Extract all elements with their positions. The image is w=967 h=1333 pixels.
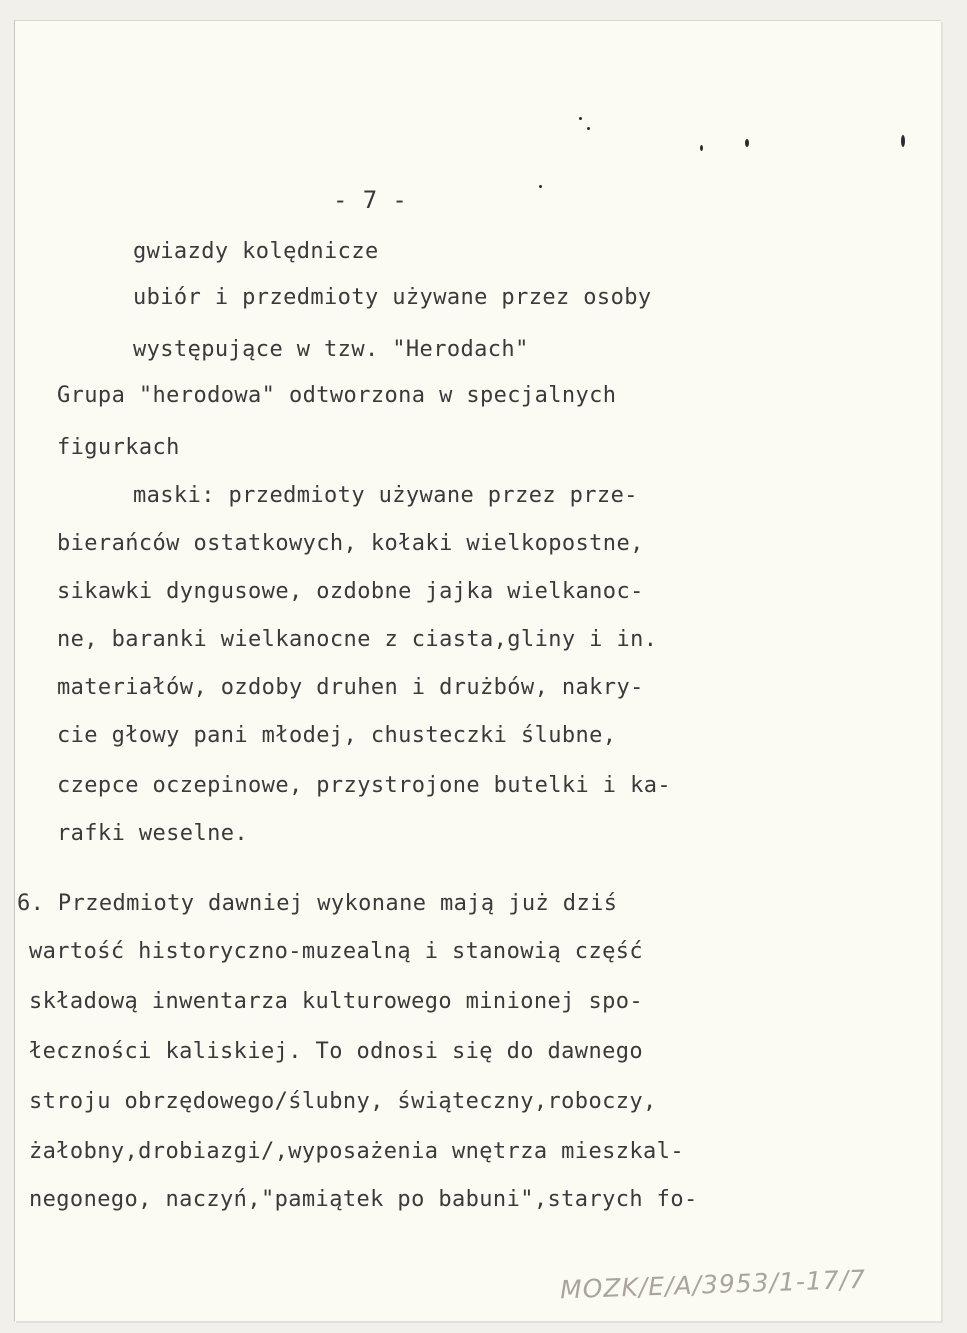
text-line: rafki weselne.: [57, 821, 249, 846]
text-line: figurkach: [57, 435, 180, 460]
text-line: ne, baranki wielkanocne z ciasta,gliny i in.: [57, 627, 658, 652]
text-line: łeczności kaliskiej. To odnosi się do dawnego: [29, 1039, 644, 1064]
text-line: wartość historyczno-muzealną i stanowią część: [29, 939, 644, 964]
text-line: występujące w tzw. "Herodach": [133, 337, 529, 362]
text-line: czepce oczepinowe, przystrojone butelki i ka-: [57, 773, 672, 798]
text-line: składową inwentarza kulturowego minionej spo-: [29, 989, 644, 1014]
ink-speck: [579, 117, 582, 120]
text-line: żałobny,drobiazgi/,wyposażenia wnętrza mieszkal-: [29, 1139, 684, 1164]
text-line: 6. Przedmioty dawniej wykonane mają już dziś: [17, 891, 618, 916]
ink-speck: [539, 185, 542, 188]
archive-signature: MOZK/E/A/3953/1-17/7: [559, 1264, 867, 1305]
text-line: ubiór i przedmioty używane przez osoby: [133, 285, 652, 310]
ink-speck: [700, 145, 703, 151]
text-line: maski: przedmioty używane przez prze-: [133, 483, 638, 508]
page-number: - 7 -: [333, 186, 408, 214]
ink-speck: [745, 139, 749, 147]
text-line: bierańców ostatkowych, kołaki wielkopostne,: [57, 531, 644, 556]
text-line: gwiazdy kolędnicze: [133, 239, 379, 264]
text-line: Grupa "herodowa" odtworzona w specjalnych: [57, 383, 617, 408]
text-line: negonego, naczyń,"pamiątek po babuni",starych fo-: [29, 1187, 698, 1212]
text-line: stroju obrzędowego/ślubny, świąteczny,roboczy,: [29, 1089, 657, 1114]
text-line: sikawki dyngusowe, ozdobne jajka wielkanoc-: [57, 579, 644, 604]
ink-speck: [901, 135, 905, 147]
text-line: materiałów, ozdoby druhen i drużbów, nakry-: [57, 675, 644, 700]
paper-sheet: [14, 20, 941, 1321]
ink-speck: [587, 127, 590, 130]
text-line: cie głowy pani młodej, chusteczki ślubne,: [57, 723, 617, 748]
